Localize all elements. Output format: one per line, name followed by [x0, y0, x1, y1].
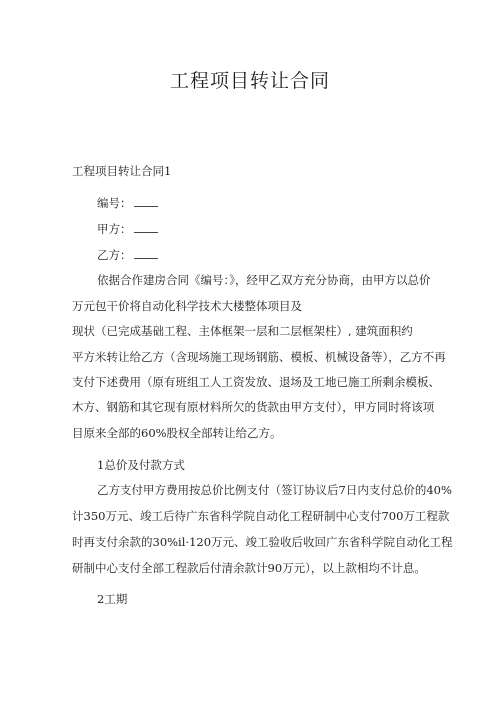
field-number-label: 编号： [97, 196, 132, 210]
paragraph2-line: 研制中心支付全部工程款后付清余款计90万元），以上款相均不计息。 [72, 561, 426, 575]
document-title: 工程项目转让合同 [169, 70, 330, 92]
section1-heading: 1总价及付款方式 [97, 458, 185, 472]
section2-heading: 2工期 [97, 592, 128, 606]
field-party-a-blank [134, 222, 158, 233]
paragraph1-line: 依据合作建房合同《编号：》，经甲乙双方充分协商，由甲方以总价 [97, 273, 431, 287]
field-number-blank [134, 196, 158, 207]
paragraph2-line: 计350万元、竣工后待广东省科学院自动化工程研制中心支付700万工程款 [72, 509, 450, 523]
field-party-b-blank [134, 248, 158, 259]
field-party-b-label: 乙方： [97, 248, 132, 262]
paragraph2-line: 乙方支付甲方费用按总价比例支付（签订协议后7日内支付总价的40% [97, 483, 452, 497]
paragraph1-line: 万元包干价将自动化科学技术大楼整体项目及 [72, 299, 302, 313]
field-number [97, 195, 158, 211]
paragraph2-line: 时再支付余款的30%il·120万元、竣工验收后收回广东省科学院自动化工程 [72, 535, 453, 549]
field-party-b [97, 247, 158, 263]
paragraph1-line: 目原来全部的60%股权全部转让给乙方。 [72, 426, 282, 440]
contract-subtitle: 工程项目转让合同1 [72, 164, 172, 178]
paragraph1-line: 木方、钢筋和其它现有原材料所欠的货款由甲方支付），甲方同时将该项 [72, 400, 435, 414]
field-party-a-label: 甲方： [97, 222, 132, 236]
field-party-a [97, 221, 158, 237]
paragraph1-line: 支付下述费用（原有班组工人工资发放、退场及工地已施工所剩余模板、 [72, 375, 440, 389]
paragraph1-line: 平方米转让给乙方（含现场施工现场钢筋、模板、机械设备等），乙方不再 [72, 350, 446, 364]
paragraph1-line: 现状（已完成基础工程、主体框架一层和二层框架柱）, 建筑面积约 [72, 324, 413, 338]
